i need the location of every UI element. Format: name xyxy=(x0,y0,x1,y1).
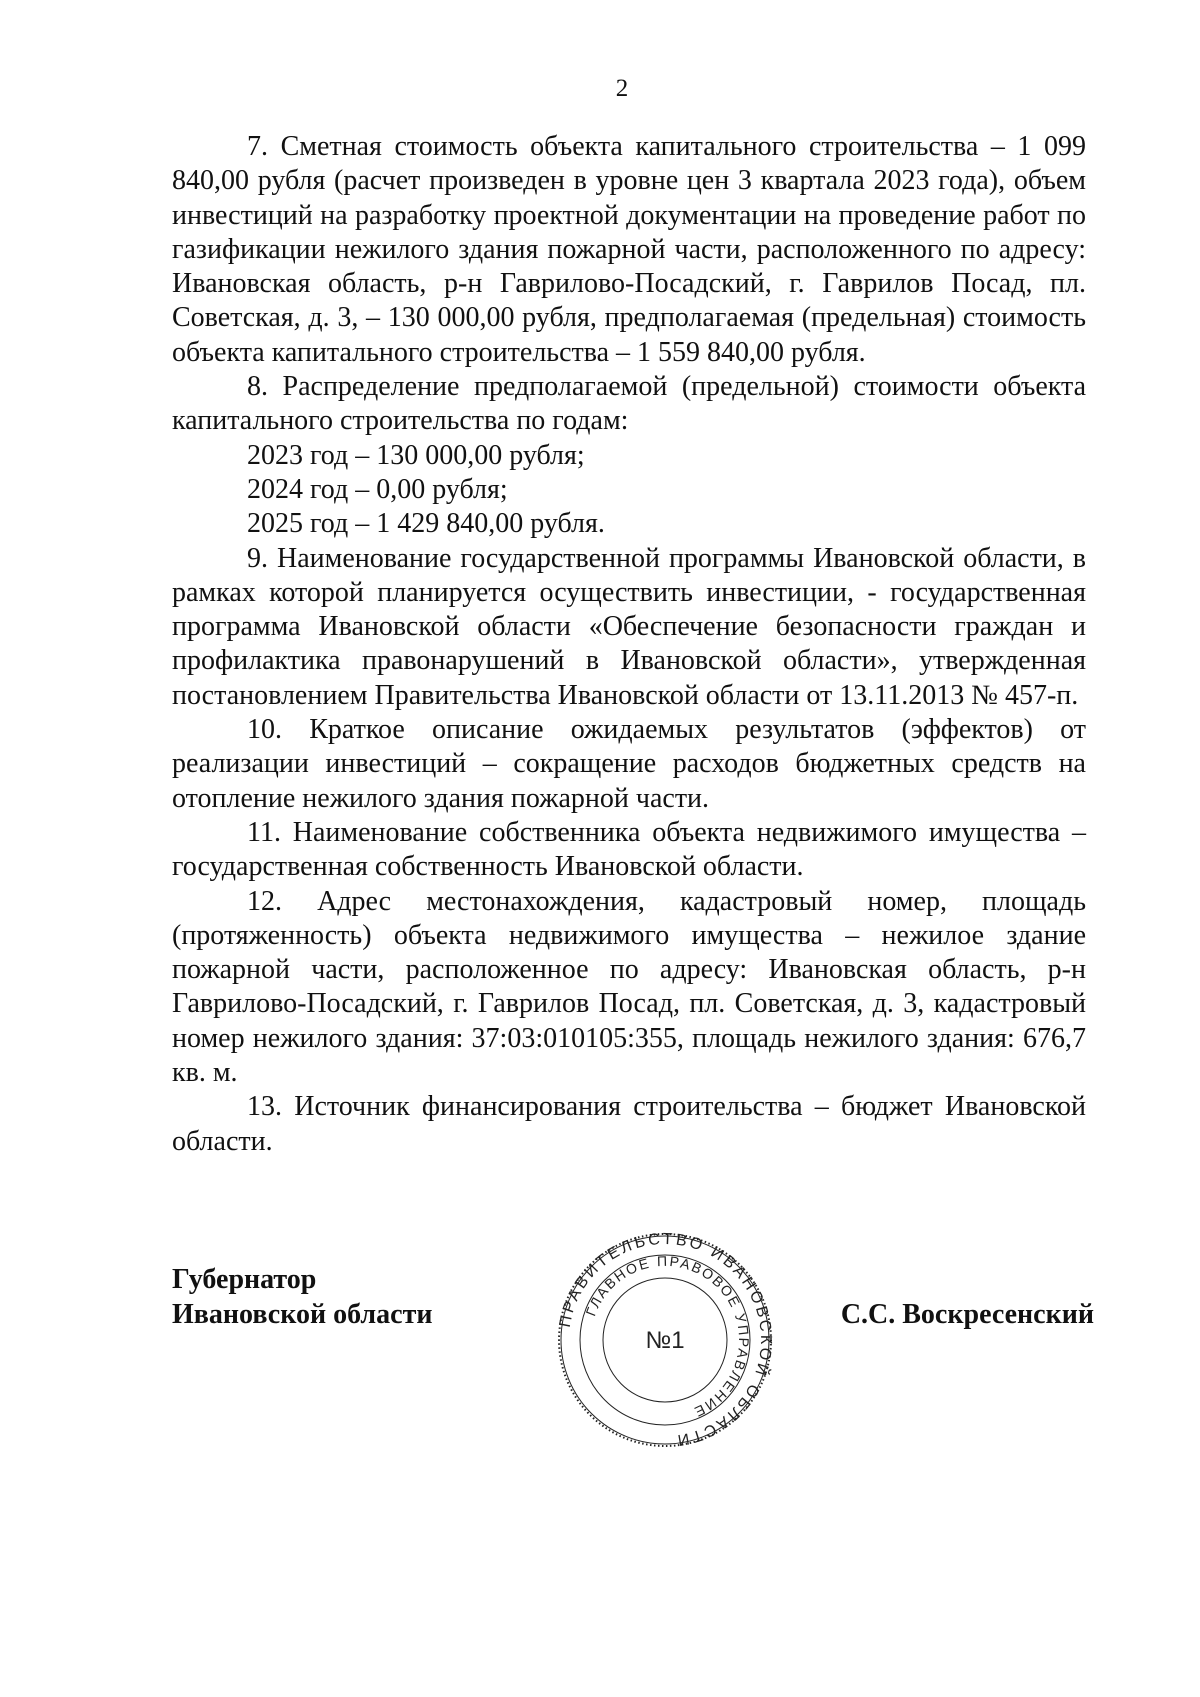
document-body xyxy=(172,130,1086,1159)
paragraph-11: 11. Наименование собственника объекта недвижимого имущества – государственная собственность Ивановской области. xyxy=(172,816,1086,883)
paragraph-7: 7. Сметная стоимость объекта капитального строительства – 1 099 840,00 рубля (расчет произведен в уровне цен 3 квартала 2023 года), объем инвестиций на разработку проектной документации на проведение работ по газификации нежилого здания пожарной части, расположенного по адресу: Ивановская область, р-н Гаврилово-Посадский, г. Гаврилов Посад, пл. Советская, д. 3, – 130 000,00 рубля, предполагаемая (предельная) стоимость объекта капитального строительства – 1 559 840,00 рубля. xyxy=(172,131,1086,368)
stamp-outer-text: ПРАВИТЕЛЬСТВО ИВАНОВСКОЙ ОБЛАСТИ xyxy=(556,1230,775,1449)
signer-name: С.С. Воскресенский xyxy=(840,1299,1094,1330)
paragraph-9: 9. Наименование государственной программы Ивановской области, в рамках которой планируется осуществить инвестиции, - государственная программа Ивановской области «Обеспечение безопасности граждан и профилактика правонарушений в Ивановской области», утвержденная постановлением Правительства Ивановской области от 13.11.2013 № 457-п. xyxy=(172,542,1086,711)
year-line-2025: 2025 год – 1 429 840,00 рубля. xyxy=(247,508,605,540)
stamp-seal-icon xyxy=(555,1230,775,1450)
stamp-inner-text: ГЛАВНОЕ ПРАВОВОЕ УПРАВЛЕНИЕ xyxy=(582,1252,753,1421)
official-stamp xyxy=(555,1230,775,1450)
stamp-number: №1 xyxy=(645,1327,685,1354)
signer-title xyxy=(172,1262,432,1332)
paragraph-10: 10. Краткое описание ожидаемых результатов (эффектов) от реализации инвестиций – сокращение расходов бюджетных средств на отопление нежилого здания пожарной части. xyxy=(172,714,1086,814)
paragraph-8: 8. Распределение предполагаемой (предельной) стоимости объекта капитального строительства по годам: xyxy=(172,371,1086,437)
paragraph-12: 12. Адрес местонахождения, кадастровый номер, площадь (протяженность) объекта недвижимого имущества – нежилое здание пожарной части, расположенное по адресу: Ивановская область, р-н Гаврилово-Посадский, г. Гаврилов Посад, пл. Советская, д. 3, кадастровый номер нежилого здания: 37:03:010105:355, площадь нежилого здания: 676,7 кв. м. xyxy=(172,885,1086,1089)
page-number: 2 xyxy=(615,75,629,102)
paragraph-13: 13. Источник финансирования строительства – бюджет Ивановской области. xyxy=(172,1091,1086,1157)
year-line-2023: 2023 год – 130 000,00 рубля; xyxy=(247,439,585,471)
year-line-2024: 2024 год – 0,00 рубля; xyxy=(247,473,508,505)
signer-title-line2: Ивановской области xyxy=(172,1299,433,1330)
signer-title-line1: Губернатор xyxy=(172,1264,317,1295)
